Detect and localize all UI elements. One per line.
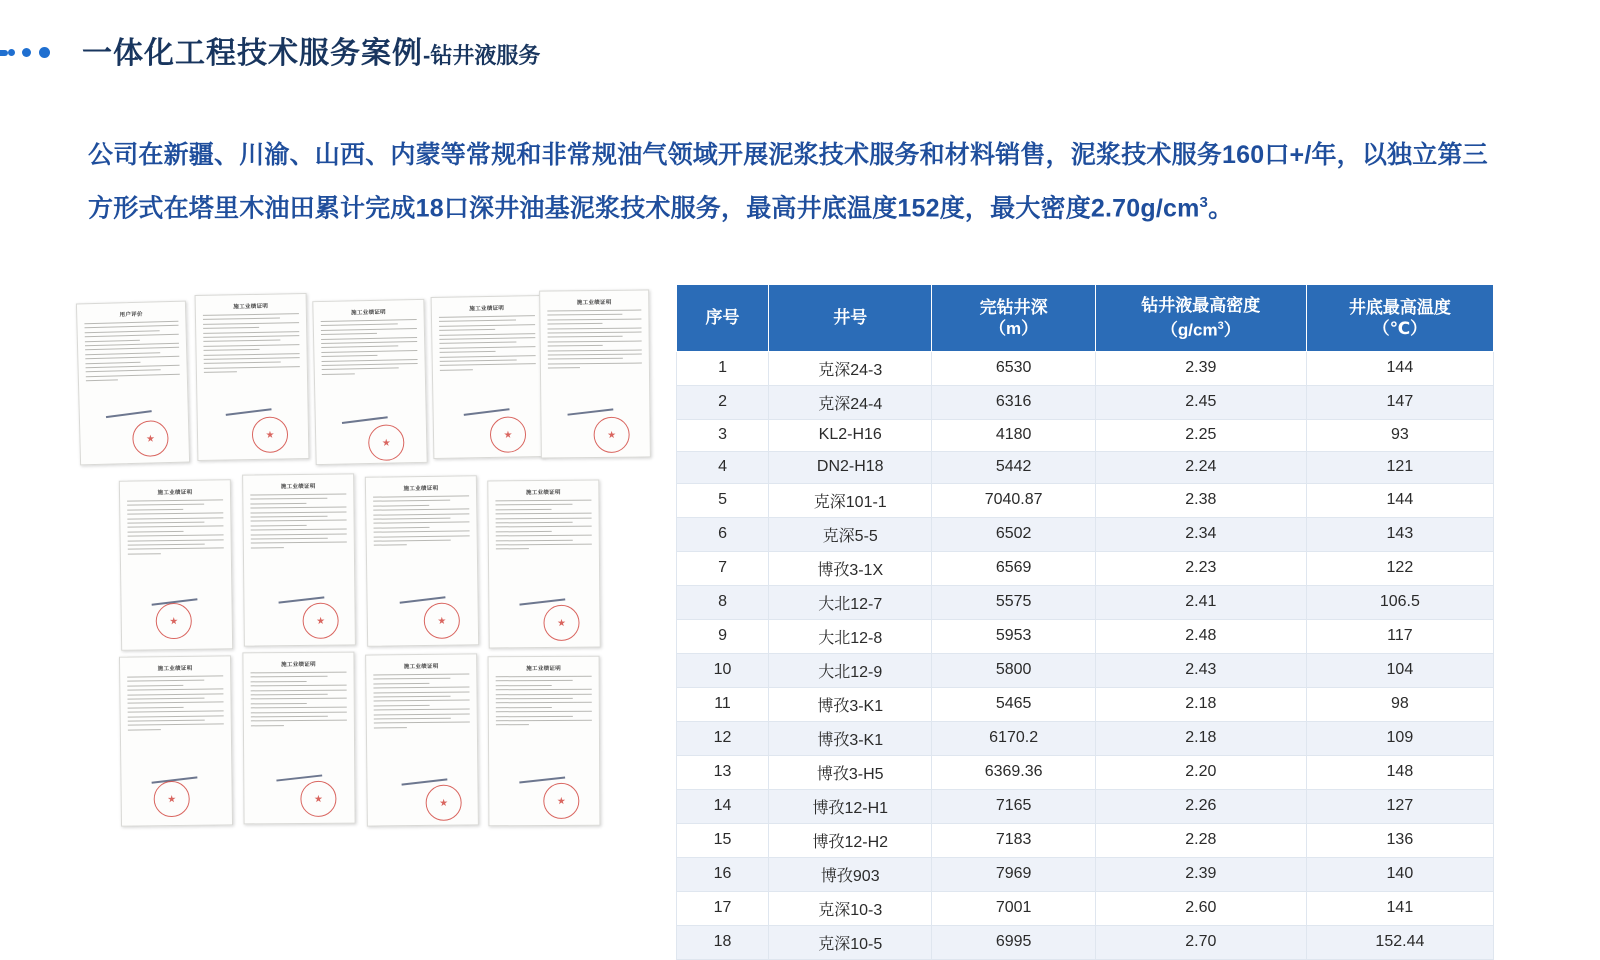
cell-temperature: 127 bbox=[1306, 789, 1493, 823]
certificate-body-lines bbox=[489, 676, 599, 726]
table-row bbox=[677, 823, 1494, 857]
red-seal-stamp-icon bbox=[156, 603, 192, 639]
certificate-title: 施工业绩证明 bbox=[351, 309, 387, 317]
column-header-density-unit: （g/cm bbox=[1160, 320, 1218, 340]
certificate-thumbnail[interactable] bbox=[365, 653, 479, 826]
cell-depth: 6995 bbox=[932, 925, 1095, 959]
certificate-title: 施工业绩证明 bbox=[403, 485, 439, 493]
certificate-body-lines bbox=[314, 319, 425, 375]
well-data-table-container bbox=[676, 284, 1494, 960]
red-seal-stamp-icon bbox=[368, 424, 405, 461]
column-header-density-unit-end: ） bbox=[1223, 320, 1241, 340]
red-seal-stamp-icon bbox=[425, 785, 461, 821]
certificate-body-lines bbox=[196, 313, 307, 373]
decorative-dots-icon bbox=[8, 42, 68, 62]
column-header-temperature-line2: （℃） bbox=[1372, 318, 1428, 338]
cell-depth: 5465 bbox=[932, 687, 1095, 721]
cell-index: 11 bbox=[677, 687, 769, 721]
red-seal-stamp-icon bbox=[153, 781, 189, 817]
red-seal-stamp-icon bbox=[424, 602, 460, 638]
cell-depth: 4180 bbox=[932, 419, 1095, 451]
cell-well: 克深5-5 bbox=[769, 517, 932, 551]
cell-density: 2.25 bbox=[1095, 419, 1306, 451]
column-header-depth-line2: （m） bbox=[989, 318, 1039, 338]
column-header-index bbox=[677, 285, 769, 352]
cell-well: 克深101-1 bbox=[769, 483, 932, 517]
column-header-density-line2 bbox=[1098, 316, 1304, 341]
red-seal-stamp-icon bbox=[543, 783, 579, 819]
cell-temperature: 117 bbox=[1306, 619, 1493, 653]
certificate-thumbnail[interactable] bbox=[76, 301, 190, 466]
cell-well: 克深24-3 bbox=[769, 351, 932, 385]
cell-well: 克深24-4 bbox=[769, 385, 932, 419]
cell-temperature: 140 bbox=[1306, 857, 1493, 891]
cell-index: 13 bbox=[677, 755, 769, 789]
certificate-thumbnail[interactable] bbox=[487, 480, 600, 649]
table-row bbox=[677, 551, 1494, 585]
certificate-body-lines bbox=[120, 675, 231, 730]
cell-index: 2 bbox=[677, 385, 769, 419]
cell-well: 博孜3-H5 bbox=[769, 755, 932, 789]
cell-density: 2.24 bbox=[1095, 451, 1306, 483]
cell-density: 2.26 bbox=[1095, 789, 1306, 823]
cell-temperature: 93 bbox=[1306, 419, 1493, 451]
certificate-title: 施工业绩证明 bbox=[469, 305, 505, 313]
cell-depth: 5953 bbox=[932, 619, 1095, 653]
cell-depth: 6170.2 bbox=[932, 721, 1095, 755]
cell-density: 2.18 bbox=[1095, 721, 1306, 755]
cell-well: KL2-H16 bbox=[769, 419, 932, 451]
cell-temperature: 136 bbox=[1306, 823, 1493, 857]
table-row bbox=[677, 483, 1494, 517]
cell-temperature: 106.5 bbox=[1306, 585, 1493, 619]
column-header-index-line1: 序号 bbox=[705, 308, 740, 328]
cell-index: 14 bbox=[677, 789, 769, 823]
intro-paragraph bbox=[88, 132, 1508, 232]
table-row bbox=[677, 385, 1494, 419]
column-header-depth bbox=[932, 285, 1095, 352]
certificate-body-lines bbox=[366, 673, 477, 728]
page-title-main: 一体化工程技术服务案例 bbox=[82, 37, 423, 70]
certificate-body-lines bbox=[120, 499, 231, 554]
cell-depth: 7040.87 bbox=[932, 483, 1095, 517]
column-header-well-line1: 井号 bbox=[833, 308, 868, 328]
certificate-gallery bbox=[78, 284, 648, 834]
cell-temperature: 141 bbox=[1306, 891, 1493, 925]
table-row bbox=[677, 857, 1494, 891]
cell-depth: 6369.36 bbox=[932, 755, 1095, 789]
cell-temperature: 122 bbox=[1306, 551, 1493, 585]
column-header-density bbox=[1095, 285, 1306, 352]
cell-index: 7 bbox=[677, 551, 769, 585]
certificate-title: 施工业绩证明 bbox=[280, 483, 316, 491]
cell-density: 2.45 bbox=[1095, 385, 1306, 419]
cell-temperature: 152.44 bbox=[1306, 925, 1493, 959]
certificate-body-lines bbox=[244, 672, 354, 726]
cell-index: 16 bbox=[677, 857, 769, 891]
signature-mark bbox=[567, 408, 613, 415]
certificate-body-lines bbox=[77, 321, 186, 382]
cell-depth: 5800 bbox=[932, 653, 1095, 687]
slide-header bbox=[0, 28, 1600, 78]
column-header-temperature bbox=[1306, 285, 1493, 352]
table-row bbox=[677, 925, 1494, 959]
intro-paragraph-text-end: 。 bbox=[1208, 194, 1234, 223]
cell-depth: 5575 bbox=[932, 585, 1095, 619]
cell-density: 2.39 bbox=[1095, 857, 1306, 891]
certificate-thumbnail[interactable] bbox=[365, 475, 479, 647]
cell-temperature: 148 bbox=[1306, 755, 1493, 789]
table-header bbox=[677, 285, 1494, 352]
column-header-temperature-line1: 井底最高温度 bbox=[1348, 297, 1451, 317]
column-header-density-line1: 钻井液最高密度 bbox=[1141, 296, 1261, 315]
cell-density: 2.34 bbox=[1095, 517, 1306, 551]
certificate-thumbnail[interactable] bbox=[195, 293, 310, 461]
cell-index: 10 bbox=[677, 653, 769, 687]
cell-temperature: 144 bbox=[1306, 483, 1493, 517]
certificate-thumbnail[interactable] bbox=[242, 652, 355, 825]
red-seal-stamp-icon bbox=[543, 605, 579, 641]
table-row bbox=[677, 451, 1494, 483]
cell-index: 4 bbox=[677, 451, 769, 483]
cell-index: 15 bbox=[677, 823, 769, 857]
cell-index: 8 bbox=[677, 585, 769, 619]
intro-paragraph-superscript: 3 bbox=[1199, 194, 1209, 211]
cell-depth: 6569 bbox=[932, 551, 1095, 585]
cell-well: 博孜12-H1 bbox=[769, 789, 932, 823]
signature-mark bbox=[226, 408, 272, 415]
red-seal-stamp-icon bbox=[593, 417, 629, 453]
cell-well: 博孜903 bbox=[769, 857, 932, 891]
cell-density: 2.60 bbox=[1095, 891, 1306, 925]
certificate-thumbnail[interactable] bbox=[488, 656, 601, 827]
table-row bbox=[677, 653, 1494, 687]
table-row bbox=[677, 585, 1494, 619]
cell-depth: 7001 bbox=[932, 891, 1095, 925]
table-header-row bbox=[677, 285, 1494, 352]
cell-depth: 5442 bbox=[932, 451, 1095, 483]
certificate-title: 施工业绩证明 bbox=[403, 663, 439, 671]
certificate-body-lines bbox=[540, 309, 649, 368]
certificate-thumbnail[interactable] bbox=[242, 473, 356, 646]
red-seal-stamp-icon bbox=[132, 420, 169, 457]
cell-depth: 7183 bbox=[932, 823, 1095, 857]
certificate-body-lines bbox=[243, 493, 354, 548]
cell-temperature: 98 bbox=[1306, 687, 1493, 721]
certificate-title: 施工业绩证明 bbox=[233, 303, 269, 311]
certificate-body-lines bbox=[366, 495, 477, 546]
page-title bbox=[82, 28, 540, 72]
signature-mark bbox=[342, 416, 388, 423]
red-seal-stamp-icon bbox=[252, 416, 289, 453]
table-row bbox=[677, 789, 1494, 823]
certificate-title: 施工业绩证明 bbox=[281, 661, 316, 669]
certificate-title: 施工业绩证明 bbox=[526, 665, 562, 673]
cell-depth: 7969 bbox=[932, 857, 1095, 891]
cell-temperature: 121 bbox=[1306, 451, 1493, 483]
cell-index: 17 bbox=[677, 891, 769, 925]
intro-paragraph-text: 公司在新疆、川渝、山西、内蒙等常规和非常规油气领域开展泥浆技术服务和材料销售，泥浆技术服务160口+/年，以独立第三方形式在塔里木油田累计完成18口深井油基泥浆技术服务，最高井底温度152度，最大密度2.70g/cm bbox=[88, 141, 1488, 223]
certificate-body-lines bbox=[488, 500, 598, 550]
certificate-thumbnail[interactable] bbox=[539, 289, 651, 458]
certificate-thumbnail[interactable] bbox=[119, 655, 233, 826]
table-body bbox=[677, 351, 1494, 959]
red-seal-stamp-icon bbox=[300, 781, 336, 817]
cell-well: 大北12-9 bbox=[769, 653, 932, 687]
column-header-depth-line1: 完钻井深 bbox=[979, 297, 1048, 317]
table-row bbox=[677, 419, 1494, 451]
cell-index: 12 bbox=[677, 721, 769, 755]
cell-density: 2.41 bbox=[1095, 585, 1306, 619]
certificate-body-lines bbox=[432, 315, 543, 371]
cell-depth: 7165 bbox=[932, 789, 1095, 823]
cell-density: 2.70 bbox=[1095, 925, 1306, 959]
cell-well: 克深10-3 bbox=[769, 891, 932, 925]
cell-well: 大北12-8 bbox=[769, 619, 932, 653]
column-header-well bbox=[769, 285, 932, 352]
cell-depth: 6530 bbox=[932, 351, 1095, 385]
cell-index: 3 bbox=[677, 419, 769, 451]
table-row bbox=[677, 755, 1494, 789]
cell-well: 博孜3-K1 bbox=[769, 721, 932, 755]
red-seal-stamp-icon bbox=[490, 416, 527, 453]
cell-well: 大北12-7 bbox=[769, 585, 932, 619]
certificate-title: 施工业绩证明 bbox=[576, 299, 612, 307]
table-row bbox=[677, 891, 1494, 925]
red-seal-stamp-icon bbox=[302, 603, 338, 639]
cell-density: 2.43 bbox=[1095, 653, 1306, 687]
certificate-title: 施工业绩证明 bbox=[525, 489, 561, 497]
signature-mark bbox=[464, 408, 510, 415]
cell-temperature: 144 bbox=[1306, 351, 1493, 385]
well-data-table bbox=[676, 284, 1494, 960]
cell-index: 18 bbox=[677, 925, 769, 959]
certificate-title: 施工业绩证明 bbox=[157, 489, 193, 497]
cell-density: 2.48 bbox=[1095, 619, 1306, 653]
cell-well: DN2-H18 bbox=[769, 451, 932, 483]
table-row bbox=[677, 517, 1494, 551]
cell-index: 9 bbox=[677, 619, 769, 653]
page-title-sub: -钻井液服务 bbox=[423, 43, 541, 68]
table-row bbox=[677, 687, 1494, 721]
table-row bbox=[677, 721, 1494, 755]
cell-temperature: 104 bbox=[1306, 653, 1493, 687]
certificate-title: 施工业绩证明 bbox=[157, 665, 193, 673]
cell-temperature: 143 bbox=[1306, 517, 1493, 551]
signature-mark bbox=[106, 410, 152, 418]
table-row bbox=[677, 351, 1494, 385]
cell-index: 1 bbox=[677, 351, 769, 385]
column-header-density-sup: 3 bbox=[1217, 320, 1224, 332]
certificate-title: 用户评价 bbox=[119, 311, 143, 319]
cell-depth: 6502 bbox=[932, 517, 1095, 551]
cell-density: 2.18 bbox=[1095, 687, 1306, 721]
cell-temperature: 109 bbox=[1306, 721, 1493, 755]
cell-depth: 6316 bbox=[932, 385, 1095, 419]
cell-well: 克深10-5 bbox=[769, 925, 932, 959]
cell-density: 2.39 bbox=[1095, 351, 1306, 385]
cell-index: 6 bbox=[677, 517, 769, 551]
cell-index: 5 bbox=[677, 483, 769, 517]
cell-temperature: 147 bbox=[1306, 385, 1493, 419]
certificate-thumbnail[interactable] bbox=[119, 479, 233, 651]
certificate-thumbnail[interactable] bbox=[431, 295, 546, 459]
cell-density: 2.38 bbox=[1095, 483, 1306, 517]
cell-density: 2.28 bbox=[1095, 823, 1306, 857]
cell-density: 2.23 bbox=[1095, 551, 1306, 585]
cell-well: 博孜3-1X bbox=[769, 551, 932, 585]
table-row bbox=[677, 619, 1494, 653]
cell-density: 2.20 bbox=[1095, 755, 1306, 789]
certificate-thumbnail[interactable] bbox=[312, 299, 427, 465]
cell-well: 博孜3-K1 bbox=[769, 687, 932, 721]
cell-well: 博孜12-H2 bbox=[769, 823, 932, 857]
